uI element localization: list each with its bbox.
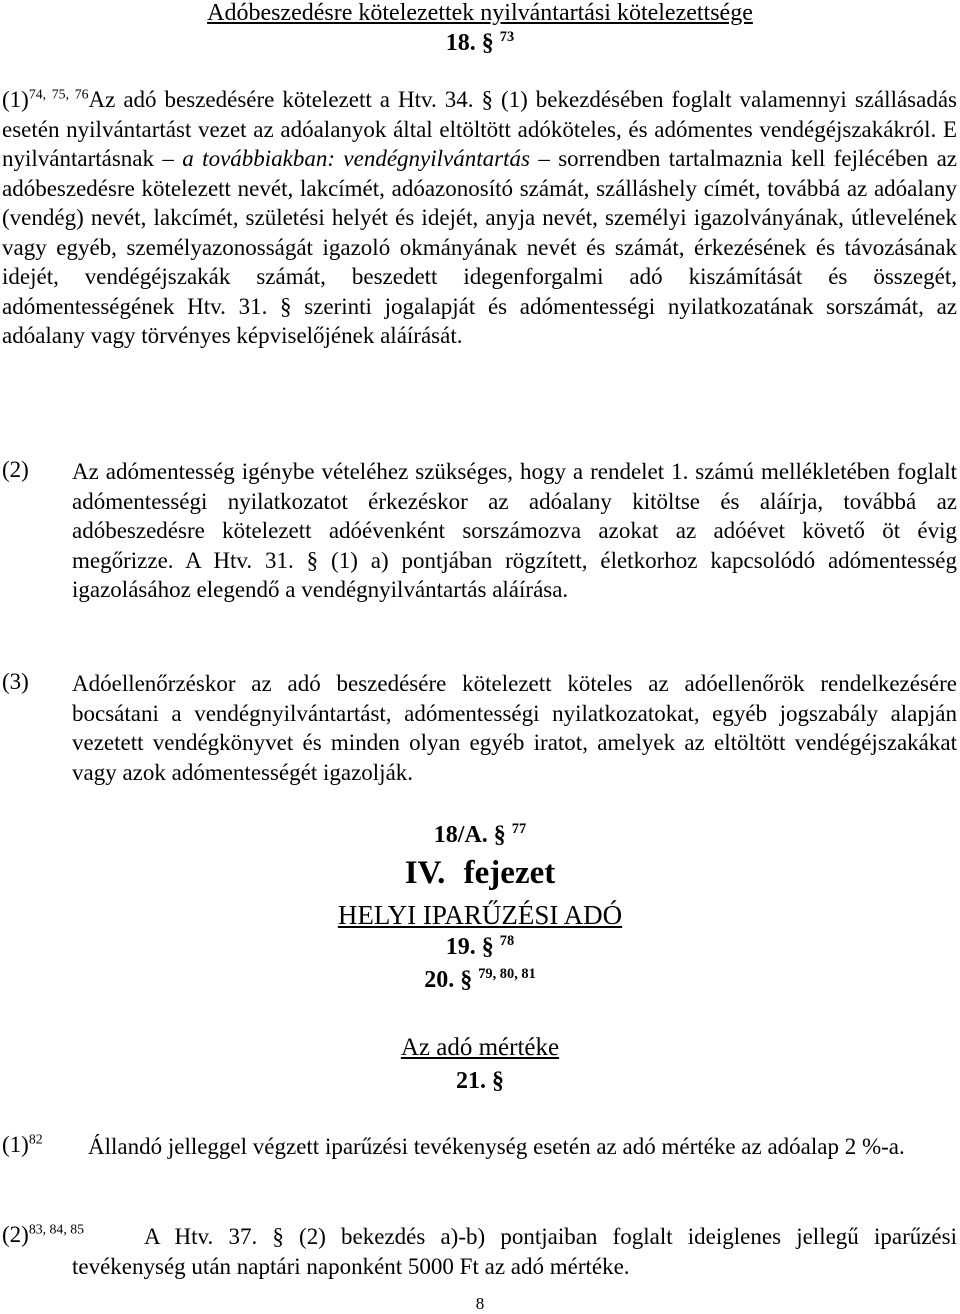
chapter-label: IV. fejezet — [404, 855, 556, 891]
paragraph-number: (2) — [2, 457, 29, 482]
footnote-refs: 74, 75, 76 — [28, 86, 89, 102]
paragraph-text-italic: a továbbiakban: vendégnyilvántartás — [182, 146, 530, 171]
footnote-ref-77: 77 — [511, 821, 527, 837]
section-20-label: 20. § — [424, 967, 473, 993]
footnote-ref-82: 82 — [28, 1131, 43, 1147]
footnote-refs: 83, 84, 85 — [28, 1221, 85, 1237]
section-19-label: 19. § — [445, 934, 494, 960]
paragraph-text-b: – sorrendben tartalmaznia kell fejlécében az adóbeszedésre kötelezett nevét, lakcímét, adóazonosító számát, szálláshely címét, továbbá az adóalany (vendég) nevét, lakcímét, születési helyét és idejét, anyja nevét, személyi igazolványának, útlevelének vagy egyéb, személyazonosságát igazoló okmányának nevét és számát, érkezésének és távozásának idejét, vendégéjszakák számát, beszedett idegenforgalmi adó kiszámítását és összegét, adómentességének Htv. 31. § szerinti jogalapját és adómentességi nyilatkozatának sorszámát, az adóalany vagy törvényes képviselőjének aláírását. — [2, 146, 957, 348]
paragraph-number: (2) — [2, 1222, 29, 1247]
section-18a-label: 18/A. § — [433, 822, 506, 848]
section-title: Adóbeszedésre kötelezettek nyilvántartási kötelezettsége — [207, 0, 753, 26]
section-18-heading — [0, 30, 960, 57]
paragraph-21-1: Állandó jelleggel végzett iparűzési tevékenység esetén az adó mértéke az adóalap 2 %-a. — [88, 1134, 905, 1159]
paragraph-number: (3) — [2, 669, 29, 694]
paragraph-text-a: Az adó beszedésére kötelezett a Htv. 34. § (1) bekezdésében foglalt valamennyi szállásadás esetén nyilvántartást vezet az adóalanyok által eltöltött adóköteles, és adómentes vendégéjszakákról. E nyilvántartásnak – — [2, 87, 957, 171]
footnote-ref-78: 78 — [499, 933, 515, 949]
paragraph-number: (1) — [2, 1132, 29, 1157]
chapter-title: HELYI IPARŰZÉSI ADÓ — [337, 900, 623, 930]
paragraph-18-3: Adóellenőrzéskor az adó beszedésére kötelezett köteles az adóellenőrök rendelkezésére bocsátani a vendégnyilvántartást, adómentességi nyilatkozatokat, egyéb jogszabály alapján vezetett vendégkönyvet és minden olyan egyéb iratot, amelyek az eltöltött vendégéjszakákat vagy azok adómentességét igazolják. — [72, 671, 957, 785]
section-20-heading — [0, 967, 960, 994]
paragraph-21-2: A Htv. 37. § (2) bekezdés a)-b) pontjaiban foglalt ideiglenes jellegű iparűzési tevékenység után naptári naponként 5000 Ft az adó mértéke. — [72, 1224, 957, 1279]
section-21-heading: 21. § — [456, 1068, 504, 1094]
paragraph-18-2: Az adómentesség igénybe vételéhez szükséges, hogy a rendelet 1. számú mellékletében foglalt adómentességi nyilatkozatot érkezéskor az adóalany kitöltse és aláírja, továbbá az adóbeszedésre kötelezett adóévenként sorszámozva azokat az adóévet követő öt évig megőrizze. A Htv. 31. § (1) a) pontjában rögzített, életkorhoz kapcsolódó adómentesség igazolásához elegendő a vendégnyilvántartás aláírása. — [72, 459, 957, 602]
paragraph-number: (1) — [2, 87, 29, 112]
footnote-ref-73: 73 — [499, 29, 515, 45]
paragraph-number-block — [2, 1132, 43, 1158]
page-number: 8 — [475, 1294, 485, 1313]
footnote-refs: 79, 80, 81 — [478, 966, 536, 982]
section-18a-heading — [0, 822, 960, 849]
section-19-heading — [0, 934, 960, 961]
section-18-label: 18. § — [445, 30, 494, 56]
paragraph-18-1 — [2, 85, 957, 351]
subheading: Az adó mértéke — [400, 1034, 560, 1061]
